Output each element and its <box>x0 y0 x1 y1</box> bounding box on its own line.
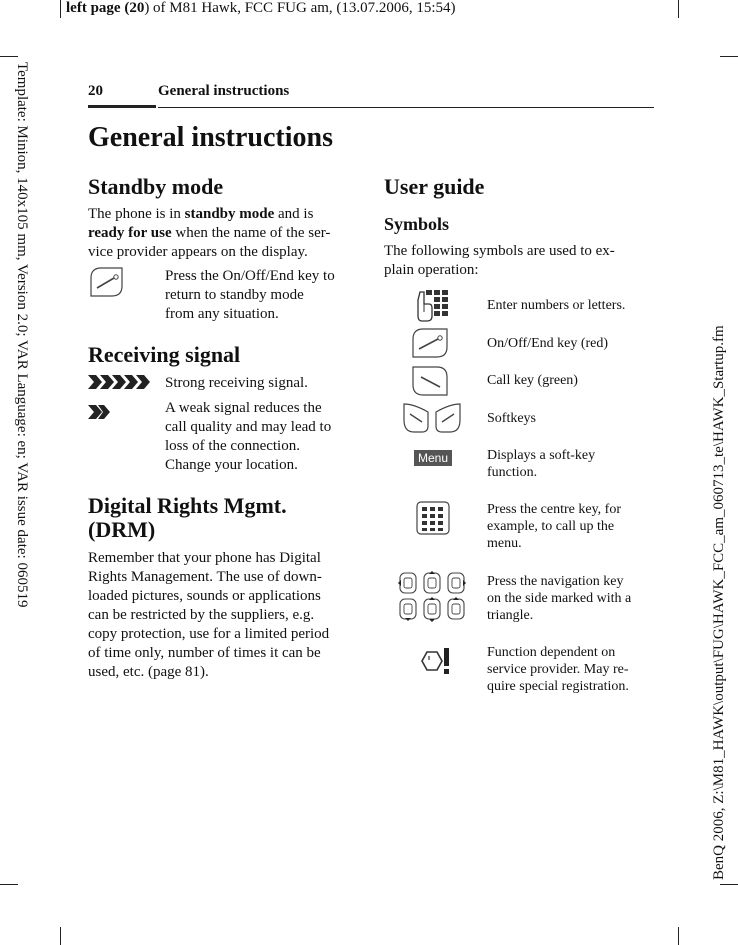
crop-mark <box>60 0 61 18</box>
symbol-text-menu: Displays a soft-key function. <box>487 448 596 480</box>
crop-mark <box>720 884 738 885</box>
crop-mark <box>0 56 18 57</box>
receiving-heading: Receiving signal <box>88 342 241 367</box>
user-guide-heading: User guide <box>384 174 485 199</box>
crop-mark <box>678 927 679 945</box>
provider-function-icon <box>418 646 454 676</box>
weak-signal-icon <box>88 404 112 420</box>
symbol-text-centre-key: Press the centre key, for example, to call up the menu. <box>487 502 621 551</box>
drm-heading: Digital Rights Mgmt. (DRM) <box>88 493 287 542</box>
navigation-key-icon <box>398 571 468 623</box>
crop-mark <box>0 884 18 885</box>
header-section-title: General instructions <box>158 83 290 99</box>
call-key-icon <box>410 363 450 399</box>
side-text-right: BenQ 2006, Z:\M81_HAWK\output\FUG\HAWK_FCC_am_060713_te\HAWK_Startup.fm <box>711 325 727 880</box>
symbol-text-call-key: Call key (green) <box>487 373 578 388</box>
side-text-left: Template: Minion, 140x105 mm, Version 2.0; VAR Language: en; VAR issue date: 060519 <box>14 62 30 608</box>
slug-prefix: left page ( <box>66 0 130 16</box>
header-rule <box>158 107 654 108</box>
slug-line <box>66 0 456 17</box>
end-key-icon <box>88 264 126 300</box>
standby-key-text: Press the On/Off/End key to return to standby mode from any situation. <box>165 268 335 322</box>
centre-key-icon <box>416 501 450 535</box>
weak-signal-text: A weak signal reduces the call quality and may lead to loss of the connection. Change your location. <box>165 400 332 473</box>
menu-softkey-icon: Menu <box>414 450 452 466</box>
keypad-digits-icon <box>416 288 450 322</box>
crop-mark <box>678 0 679 18</box>
header-rule <box>88 105 156 108</box>
softkeys-icon <box>402 400 462 434</box>
symbols-heading: Symbols <box>384 214 450 234</box>
symbol-text-keypad: Enter numbers or letters. <box>487 298 626 313</box>
slug-page-ref: 20 <box>129 0 145 16</box>
standby-heading: Standby mode <box>88 174 224 199</box>
crop-mark <box>720 56 738 57</box>
slug-suffix: ) of M81 Hawk, FCC FUG am, (13.07.2006, 15:54) <box>144 0 456 16</box>
drm-paragraph: Remember that your phone has Digital Rights Management. The use of down- loaded pictures, sounds or applications can be restricted by the suppliers, e.g. copy protection, use for a limited period of time only, number of times it can be used, etc. (page 81). <box>88 550 330 680</box>
crop-mark <box>60 927 61 945</box>
header-page-number: 20 <box>88 83 103 99</box>
strong-signal-text: Strong receiving signal. <box>165 375 308 391</box>
symbol-text-navigation: Press the navigation key on the side marked with a triangle. <box>487 574 632 623</box>
strong-signal-icon <box>88 374 150 390</box>
symbol-text-end-key: On/Off/End key (red) <box>487 336 609 351</box>
symbols-intro: The following symbols are used to ex- plain operation: <box>384 243 615 278</box>
page-title: General instructions <box>88 122 333 153</box>
standby-paragraph: The phone is in standby mode and is ready for use when the name of the ser- vice provider appears on the display. <box>88 206 331 260</box>
symbol-text-provider: Function dependent on service provider. May re- quire special registration. <box>487 645 629 694</box>
end-key-icon <box>410 325 450 361</box>
symbol-text-softkeys: Softkeys <box>487 411 536 426</box>
